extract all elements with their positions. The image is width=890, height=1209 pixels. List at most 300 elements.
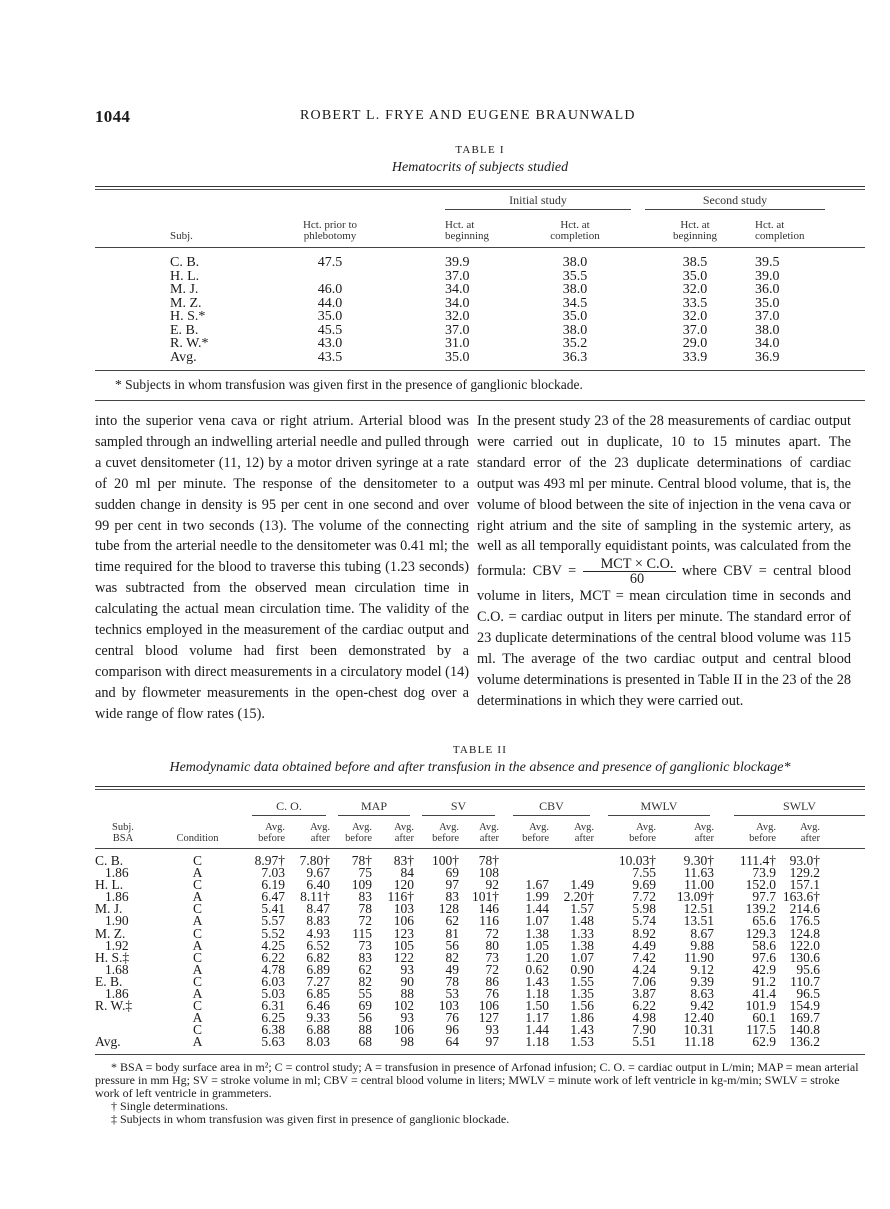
cell-second-complete: 37.0 [755, 309, 780, 324]
cell-cbv-b: 1.18 [525, 1034, 549, 1050]
cell-sv-b: 83 [445, 889, 459, 905]
cell-sw-b: 65.6 [752, 913, 776, 929]
cell-mw-a: 13.09† [676, 889, 714, 905]
table-row [95, 1024, 865, 1036]
cell-co-a: 4.93 [306, 925, 330, 941]
col-hct-prior: Hct. prior to phlebotomy [302, 219, 358, 242]
cell-map-b: 62 [358, 961, 372, 977]
col-condition: Condition [176, 832, 219, 844]
cell-init-begin: 35.0 [445, 349, 470, 365]
cell-second-begin: 38.5 [682, 255, 708, 270]
cell-init-complete: 35.2 [562, 336, 588, 351]
cell-prior: 35.0 [317, 309, 343, 324]
cell-sw-b: 97.7 [752, 889, 776, 905]
cell-init-complete: 35.0 [562, 309, 588, 324]
table-row [95, 928, 865, 940]
cell-condition: C [192, 853, 202, 868]
cell-second-begin: 33.5 [682, 295, 708, 311]
body-column-left: into the superior vena cava or right atrium. Arterial blood was sampled through an indwelling arterial needle and pulled through a cuvet densitometer (11, 12) by a motor driven syringe at a rate of 20 ml per minute. The response of the densitometer to a sudden change in density is 95 per cent in one second and over 99 per cent in two seconds (13). The volume of the connecting tube from the arterial needle to the densitometer was 0.41 ml; the time required for the blood to traverse this tubing (1.23 seconds) was subtracted from the observed mean circulation time in calculating the actual mean circulation time. The validity of the technics employed in the measurement of the cardiac output and central blood volume had first been demonstrated by a comparison with direct measurements in a circulatory model (14) and by flowmeter measurements in the open-chest dog over a wide range of flow rates (15). [95, 413, 469, 722]
cell-mw-a: 11.00 [684, 877, 714, 893]
table-row [95, 351, 865, 365]
cell-second-complete: 38.0 [755, 322, 780, 338]
cell-map-a: 98 [400, 1034, 414, 1050]
cell-cbv-b: 1.18 [525, 986, 549, 1002]
col-init-begin: Hct. at beginning [445, 219, 489, 242]
cell-sv-b: 96 [445, 1022, 459, 1038]
cell-sv-a: 73 [485, 949, 499, 965]
cell-cbv-b: 1.99 [525, 889, 549, 905]
cell-map-a: 106 [393, 1022, 414, 1038]
cell-sw-a: 163.6† [782, 889, 820, 905]
cell-mw-b: 4.24 [632, 961, 656, 977]
cell-subj: Avg. [170, 349, 197, 365]
cell-co-a: 9.33 [306, 1010, 330, 1026]
cell-sv-b: 62 [445, 913, 459, 929]
table-2-caption: Hemodynamic data obtained before and after transfusion in the absence and presence of ganglionic blockage* [169, 760, 791, 775]
cell-map-a: 106 [393, 913, 414, 929]
page-number: 1044 [95, 107, 131, 126]
second-study-header: Second study [645, 195, 825, 210]
table-row [95, 297, 865, 311]
cell-sw-a: 122.0 [789, 937, 820, 953]
cell-map-a: 93 [400, 961, 414, 977]
cell-map-a: 88 [400, 986, 414, 1002]
cell-condition: C [192, 949, 202, 965]
cell-mw-a: 9.12 [690, 961, 714, 977]
cell-prior: 43.0 [317, 336, 343, 351]
cell-sv-b: 64 [445, 1034, 459, 1050]
initial-study-header: Initial study [445, 195, 631, 210]
cell-co-b: 6.19 [261, 877, 285, 893]
table-2-footnotes [95, 1061, 865, 1126]
cell-cbv-a: 1.35 [570, 986, 594, 1002]
table-row [95, 1036, 865, 1048]
body-column-right [477, 411, 851, 712]
cell-sw-b: 73.9 [752, 865, 776, 881]
cell-sv-a: 72 [485, 925, 499, 941]
cell-bsa: 1.86 [105, 889, 129, 905]
right-text-after-formula: where CBV = central blood volume in liters, MCT = mean circulation time in seconds and C.O. = cardiac output in liters per minute. The standard error of 23 duplicate determinations of the central blood volume was 115 ml. The average of the two cardiac output and central blood volume determinations is presented in Table II in the 23 of the 28 determinations in which they were carried out. [477, 563, 851, 709]
cell-mw-a: 11.63 [684, 865, 714, 881]
cell-init-complete: 35.5 [562, 268, 588, 284]
cell-second-complete: 34.0 [755, 336, 780, 351]
cell-sv-a: 97 [485, 1034, 499, 1050]
cell-mw-b: 5.74 [632, 913, 656, 929]
cell-map-a: 120 [393, 877, 414, 893]
cell-prior: 46.0 [317, 282, 343, 297]
cell-condition: A [192, 937, 203, 953]
cell-mw-a: 8.67 [690, 925, 714, 941]
cell-cbv-b: 1.43 [525, 973, 549, 989]
cell-sv-b: 128 [438, 901, 459, 917]
cell-co-b: 6.25 [261, 1010, 285, 1026]
cell-sw-a: 130.6 [789, 949, 820, 965]
cell-prior [255, 270, 405, 284]
cell-sv-a: 92 [485, 877, 499, 893]
cell-sv-b: 49 [445, 961, 459, 977]
cell-second-complete: 39.0 [755, 268, 780, 284]
cell-subject: M. J. [95, 901, 123, 917]
cell-co-b: 5.52 [261, 925, 285, 941]
table-row [95, 952, 865, 964]
cell-condition: C [192, 998, 202, 1014]
group-co: C. O. [252, 801, 326, 817]
cell-second-complete: 36.9 [755, 349, 780, 365]
table-row [95, 976, 865, 988]
cell-cbv-a: 1.48 [570, 913, 594, 929]
cell-condition: A [192, 986, 203, 1002]
cell-co-a: 7.27 [306, 973, 330, 989]
cell-condition: A [192, 865, 203, 881]
group-sv: SV [422, 801, 495, 817]
cell-mw-b: 7.55 [632, 865, 656, 881]
cell-sw-b: 62.9 [752, 1034, 776, 1050]
cell-sw-b: 41.4 [752, 986, 776, 1002]
right-text-before-formula: In the present study 23 of the 28 measurements of cardiac output were carried out in duplicate, 10 to 15 minutes apart. The standard error of the 23 duplicate determinations of cardiac output was 493 ml per minute. Central blood volume, that is, the volume of blood between the site of injection in the vena cava or right atrium and the site of sampling in the systemic artery, as well as all temporally equidistant points, was calculated from the formula: CBV = [477, 413, 851, 580]
cell-co-a: 8.11† [300, 889, 330, 905]
cell-map-b: 83 [358, 949, 372, 965]
table-row [95, 324, 865, 338]
cell-map-b: 82 [358, 973, 372, 989]
map-after-header: Avg. after [394, 822, 414, 844]
cell-second-complete: 35.0 [755, 295, 780, 311]
cell-subject: H. S.‡ [95, 949, 130, 965]
cell-cbv-a: 1.07 [570, 949, 594, 965]
cell-map-b: 69 [358, 998, 372, 1014]
cell-co-a: 6.89 [306, 961, 330, 977]
cell-co-b: 4.25 [261, 937, 285, 953]
cell-sw-b: 117.5 [746, 1022, 776, 1038]
cell-map-a: 103 [393, 901, 414, 917]
cell-map-b: 115 [352, 925, 372, 941]
table-row [95, 270, 865, 284]
cell-sv-a: 146 [478, 901, 499, 917]
cell-init-complete: 38.0 [562, 282, 588, 297]
cell-map-b: 83 [358, 889, 372, 905]
cell-co-a: 6.85 [306, 986, 330, 1002]
cell-bsa: 1.86 [105, 865, 129, 881]
cell-subject: Avg. [95, 1034, 121, 1050]
cell-sw-b: 91.2 [752, 973, 776, 989]
cell-init-begin: 34.0 [445, 282, 470, 297]
group-cbv: CBV [513, 801, 590, 817]
cell-sw-a: 176.5 [789, 913, 820, 929]
cell-cbv-a: 1.86 [570, 1010, 594, 1026]
cell-prior: 44.0 [317, 295, 343, 311]
cell-init-complete: 38.0 [562, 322, 588, 338]
cell-cbv-a: 1.49 [570, 877, 594, 893]
cell-map-a: 84 [400, 865, 414, 881]
cell-sv-b: 82 [445, 949, 459, 965]
cell-mw-a: 11.18 [684, 1034, 714, 1050]
cell-mw-b: 4.49 [632, 937, 656, 953]
table-row [95, 964, 865, 976]
cell-mw-b: 7.06 [632, 973, 656, 989]
cell-mw-b: 8.92 [632, 925, 656, 941]
cell-sv-b: 76 [445, 1010, 459, 1026]
cell-cbv-b: 1.17 [525, 1010, 549, 1026]
cell-sv-a: 101† [472, 889, 499, 905]
cell-subject: R. W.‡ [95, 998, 133, 1014]
cell-map-a: 122 [393, 949, 414, 965]
cell-mw-b: 7.72 [632, 889, 656, 905]
cell-mw-a: 13.51 [683, 913, 714, 929]
cell-sw-b: 129.3 [745, 925, 776, 941]
table-2-footnote: † Single determinations. [111, 1098, 228, 1113]
cell-cbv-b: 1.67 [525, 877, 549, 893]
cell-cbv-a: 1.33 [570, 925, 594, 941]
cell-co-b: 6.22 [261, 949, 285, 965]
cell-map-a: 102 [393, 998, 414, 1014]
table-2-body [95, 849, 865, 1049]
cbv-formula [583, 557, 676, 586]
cell-mw-b: 9.69 [632, 877, 656, 893]
cell-sv-a: 106 [478, 998, 499, 1014]
table-2-grid [95, 790, 865, 1049]
cell-cbv-b: 1.50 [525, 998, 549, 1014]
cell-sw-b: 58.6 [752, 937, 776, 953]
cell-subj: M. Z. [170, 295, 202, 311]
cell-subj: C. B. [170, 255, 200, 270]
cell-cbv-b: 1.38 [525, 925, 549, 941]
cell-mw-a: 12.40 [683, 1010, 714, 1026]
table-2-footnote: ‡ Subjects in whom transfusion was given first in presence of ganglionic blockade. [111, 1111, 510, 1126]
authors: ROBERT L. FRYE AND EUGENE BRAUNWALD [300, 108, 636, 123]
group-map: MAP [338, 801, 410, 817]
cell-mw-b: 5.98 [632, 901, 656, 917]
cell-sw-b: 60.1 [752, 1010, 776, 1026]
swlv-before-header: Avg. before [749, 822, 776, 844]
cell-cbv-b: 1.07 [525, 913, 549, 929]
cell-cbv-b: 1.44 [525, 1022, 549, 1038]
cell-map-a: 116† [387, 889, 414, 905]
cell-bsa: 1.86 [105, 986, 129, 1002]
cell-init-begin: 31.0 [445, 336, 470, 351]
cell-co-b: 5.57 [261, 913, 285, 929]
cell-mw-b: 3.87 [632, 986, 656, 1002]
cell-sw-a: 136.2 [789, 1034, 820, 1050]
col-second-begin: Hct. at beginning [673, 219, 717, 242]
cell-map-b: 72 [358, 913, 372, 929]
cell-sw-a: 96.5 [796, 986, 820, 1002]
cell-cbv-a: 2.20† [563, 889, 594, 905]
cell-cbv-a [549, 855, 594, 867]
cell-mw-a: 11.90 [684, 949, 714, 965]
cell-second-begin: 33.9 [682, 349, 708, 365]
cell-sw-b: 42.9 [752, 961, 776, 977]
cell-subj: E. B. [170, 322, 199, 338]
cell-co-a: 6.88 [306, 1022, 330, 1038]
cell-cbv-b [499, 855, 549, 867]
cell-sw-a: 157.1 [789, 877, 820, 893]
cell-map-a: 90 [400, 973, 414, 989]
table-1-body [95, 248, 865, 364]
cell-co-a: 8.83 [306, 913, 330, 929]
cell-co-a: 8.47 [306, 901, 330, 917]
cell-co-b: 6.31 [261, 998, 285, 1014]
cell-condition: A [192, 1034, 203, 1050]
cell-condition: C [192, 901, 202, 917]
cell-mw-a: 8.63 [690, 986, 714, 1002]
cell-mw-b: 5.51 [632, 1034, 656, 1050]
cell-map-a: 123 [393, 925, 414, 941]
cell-co-b: 5.63 [261, 1034, 285, 1050]
cell-subj: M. J. [170, 282, 199, 297]
cell-co-a: 6.52 [306, 937, 330, 953]
cell-mw-b: 10.03† [618, 853, 656, 868]
cell-sv-a: 86 [485, 973, 499, 989]
cbv-after-header: Avg. after [574, 822, 594, 844]
cell-mw-a: 10.31 [683, 1022, 714, 1038]
cell-init-complete: 34.5 [562, 295, 588, 311]
cbv-before-header: Avg. before [522, 822, 549, 844]
cell-cbv-a: 1.57 [570, 901, 594, 917]
co-after-header: Avg. after [310, 822, 330, 844]
map-before-header: Avg. before [345, 822, 372, 844]
cell-map-b: 78† [351, 853, 372, 868]
swlv-after-header: Avg. after [800, 822, 820, 844]
cell-map-b: 109 [351, 877, 372, 893]
table-1-grid [95, 190, 865, 364]
table-row [95, 940, 865, 952]
cell-condition: A [192, 961, 203, 977]
cell-mw-a: 9.42 [690, 998, 714, 1014]
cell-mw-a: 9.30† [683, 853, 714, 868]
cell-co-b: 7.03 [261, 865, 285, 881]
cell-co-a: 8.03 [306, 1034, 330, 1050]
cell-sv-a: 127 [478, 1010, 499, 1026]
cell-map-b: 88 [358, 1022, 372, 1038]
table-2 [95, 744, 865, 1126]
cell-mw-b: 7.42 [632, 949, 656, 965]
cell-sw-b: 152.0 [745, 877, 776, 893]
table-row [95, 337, 865, 351]
col-subj-bsa: Subj. BSA [112, 822, 134, 844]
cell-cbv-a: 1.55 [570, 973, 594, 989]
col-subj: Subj. [170, 230, 193, 242]
cell-subject: C. B. [95, 853, 124, 868]
cell-co-b: 5.03 [261, 986, 285, 1002]
cell-sv-a: 93 [485, 1022, 499, 1038]
cell-mw-b: 7.90 [632, 1022, 656, 1038]
group-swlv: SWLV [734, 801, 865, 817]
cell-cbv-a: 1.38 [570, 937, 594, 953]
cell-bsa: 1.92 [105, 937, 129, 953]
cell-sv-b: 56 [445, 937, 459, 953]
cell-sv-b: 78 [445, 973, 459, 989]
cell-prior: 47.5 [317, 255, 343, 270]
cell-bsa: 1.68 [105, 961, 129, 977]
cell-map-b: 56 [358, 1010, 372, 1026]
table-row [95, 256, 865, 270]
cell-co-b: 5.41 [261, 901, 285, 917]
cell-map-a: 105 [393, 937, 414, 953]
cell-init-complete: 38.0 [562, 255, 588, 270]
cell-sw-a: 169.7 [789, 1010, 820, 1026]
mwlv-after-header: Avg. after [694, 822, 714, 844]
cell-sw-b: 111.4† [739, 853, 776, 868]
cell-sv-b: 103 [438, 998, 459, 1014]
cell-co-a: 6.46 [306, 998, 330, 1014]
cell-sv-b: 53 [445, 986, 459, 1002]
table-1-caption: Hematocrits of subjects studied [391, 160, 569, 175]
cell-init-begin: 37.0 [445, 322, 470, 338]
cell-sv-a: 72 [485, 961, 499, 977]
cell-map-b: 75 [358, 865, 372, 881]
cell-sv-a: 78† [478, 853, 499, 868]
cell-subj: H. L. [170, 268, 200, 284]
col-second-complete: Hct. at completion [755, 219, 805, 242]
mwlv-before-header: Avg. before [629, 822, 656, 844]
cell-co-a: 6.82 [306, 949, 330, 965]
cell-co-a: 9.67 [306, 865, 330, 881]
cell-sw-a: 93.0† [789, 853, 820, 868]
cell-prior: 45.5 [317, 322, 343, 338]
cell-second-begin: 35.0 [682, 268, 708, 284]
cell-condition: C [192, 1022, 202, 1038]
cell-sw-a: 214.6 [789, 901, 820, 917]
cell-sv-b: 81 [445, 925, 459, 941]
cell-subject: H. L. [95, 877, 124, 893]
cell-map-b: 68 [358, 1034, 372, 1050]
cell-sv-a: 80 [485, 937, 499, 953]
cell-subj: R. W.* [170, 336, 209, 351]
cell-sv-b: 69 [445, 865, 459, 881]
cell-mw-a: 12.51 [683, 901, 714, 917]
table-row [95, 283, 865, 297]
cell-sw-b: 101.9 [745, 998, 776, 1014]
cell-condition: C [192, 925, 202, 941]
cell-second-begin: 29.0 [682, 336, 708, 351]
table-2-label: TABLE II [452, 744, 508, 756]
cell-cbv-a: 0.90 [570, 961, 594, 977]
cell-condition: C [192, 973, 202, 989]
cell-co-a: 7.80† [299, 853, 330, 868]
cell-subject: M. Z. [95, 925, 126, 941]
table-1-label: TABLE I [455, 144, 505, 156]
cell-second-begin: 32.0 [682, 282, 708, 297]
table-2-bottom-rule [95, 1054, 865, 1055]
cell-cbv-a: 1.43 [570, 1022, 594, 1038]
cell-init-begin: 39.9 [445, 255, 470, 270]
cell-co-b: 8.97† [254, 853, 285, 868]
table-1-footnote: * Subjects in whom transfusion was given first in the presence of ganglionic blockade. [115, 377, 583, 392]
cell-sw-b: 97.6 [752, 949, 776, 965]
cell-init-complete: 36.3 [562, 349, 588, 365]
cell-co-b: 6.38 [261, 1022, 285, 1038]
cell-cbv-b: 1.44 [525, 901, 549, 917]
cell-second-begin: 32.0 [682, 309, 708, 324]
cell-cbv-a: 1.56 [570, 998, 594, 1014]
cell-cbv-b: 1.20 [525, 949, 549, 965]
cell-sw-a: 124.8 [789, 925, 820, 941]
cell-second-complete: 39.5 [755, 255, 780, 270]
cell-mw-b: 4.98 [632, 1010, 656, 1026]
cell-cbv-b: 0.62 [525, 961, 549, 977]
table-1-bottom-rule [95, 370, 865, 371]
sv-before-header: Avg. before [432, 822, 459, 844]
cell-second-begin: 37.0 [682, 322, 708, 338]
cell-sw-a: 154.9 [789, 998, 820, 1014]
cell-bsa [95, 1012, 155, 1024]
cell-init-begin: 32.0 [445, 309, 470, 324]
cell-map-a: 83† [393, 853, 414, 868]
cell-sw-b: 139.2 [745, 901, 776, 917]
table-1 [95, 144, 865, 401]
cell-sw-a: 110.7 [790, 973, 820, 989]
cell-cbv-b: 1.05 [525, 937, 549, 953]
table-row [95, 310, 865, 324]
